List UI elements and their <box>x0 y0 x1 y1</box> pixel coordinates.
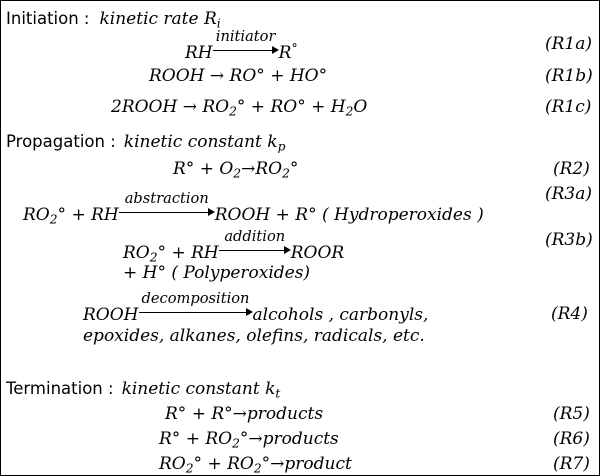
r2-sub-a: 2 <box>233 166 242 181</box>
r4-arrow-label: decomposition <box>141 289 250 307</box>
r2-part-c: ° <box>289 159 299 179</box>
r1a-rhs: R <box>278 43 292 63</box>
r7-sub-b: 2 <box>253 461 262 476</box>
propagation-rate-label <box>124 132 286 152</box>
tag-r7: (R7) <box>553 454 590 474</box>
termination-title: Termination : <box>6 379 114 398</box>
r1c-part-b: ° + RO° + H <box>236 97 346 117</box>
r3b-arrow <box>219 227 291 258</box>
r1a-arrow <box>213 27 279 58</box>
r3b-sub-a: 2 <box>149 250 158 265</box>
termination-rate-label <box>122 379 281 399</box>
r3b-part-a: RO <box>123 243 150 263</box>
r1a-arrow-label: initiator <box>215 27 276 45</box>
propagation-rate-text: kinetic constant k <box>123 132 278 152</box>
reaction-r1a <box>185 27 298 63</box>
r7-sub-a: 2 <box>185 461 194 476</box>
r4-arrow <box>139 289 253 320</box>
r6-part-b: °→products <box>239 429 339 449</box>
tag-r6: (R6) <box>553 429 590 449</box>
r1c-part-c: O <box>353 97 368 117</box>
reaction-r3a <box>23 189 484 227</box>
r7-part-c: °→product <box>261 454 352 474</box>
r3b-part-b: ° + RH <box>157 243 219 263</box>
reaction-r5: R° + R°→products <box>165 404 324 424</box>
termination-heading <box>6 379 281 401</box>
r7-part-a: RO <box>159 454 186 474</box>
tag-r1c: (R1c) <box>545 97 592 117</box>
tag-r1b: (R1b) <box>545 66 593 86</box>
r6-part-a: R° + RO <box>159 429 233 449</box>
r3a-sub-a: 2 <box>49 212 58 227</box>
r2-part-b: →RO <box>241 159 283 179</box>
r1c-sub-b: 2 <box>345 104 354 119</box>
termination-rate-sub: t <box>275 386 281 401</box>
r1c-part-a: 2ROOH → RO <box>111 97 230 117</box>
r2-part-a: R° + O <box>173 159 234 179</box>
reaction-r2 <box>173 159 299 181</box>
reaction-r6 <box>159 429 339 451</box>
tag-r3b: (R3b) <box>545 230 593 250</box>
r6-sub-a: 2 <box>232 436 240 451</box>
r1a-lhs: RH <box>185 43 213 63</box>
r2-sub-b: 2 <box>282 166 290 181</box>
termination-rate-text: kinetic constant k <box>121 379 276 399</box>
r3a-part-a: RO <box>23 205 50 225</box>
tag-r4: (R4) <box>551 304 588 324</box>
reaction-r1c <box>111 97 368 119</box>
reaction-r4-line2: epoxides, alkanes, olefins, radicals, etc. <box>83 326 425 346</box>
r4-lhs: ROOH <box>83 305 139 325</box>
tag-r3a: (R3a) <box>545 184 593 204</box>
initiation-heading <box>6 9 221 31</box>
r3b-arrow-label: addition <box>224 227 286 245</box>
r3a-arrow-label: abstraction <box>124 189 209 207</box>
r1a-rhs-sup: ° <box>291 41 298 56</box>
initiation-title: Initiation : <box>6 9 90 28</box>
reaction-r3b <box>123 227 345 265</box>
reaction-r3b-line2: + H° ( Polyperoxides) <box>123 263 311 283</box>
tag-r2: (R2) <box>553 159 590 179</box>
reaction-r1b: ROOH → RO° + HO° <box>149 66 328 86</box>
tag-r5: (R5) <box>553 404 590 424</box>
propagation-heading <box>6 132 286 154</box>
reaction-r4 <box>83 289 429 325</box>
initiation-rate-sub: i <box>216 16 221 31</box>
r4-rhs: alcohols , carbonyls, <box>252 305 429 325</box>
r3b-rhs: ROOR <box>290 243 345 263</box>
r3a-rhs: ROOH + R° ( Hydroperoxides ) <box>214 205 484 225</box>
initiation-rate-text: kinetic rate R <box>99 9 217 29</box>
propagation-title: Propagation : <box>6 132 116 151</box>
initiation-rate-label <box>99 9 220 29</box>
r3a-arrow <box>119 189 215 220</box>
r7-part-b: ° + RO <box>193 454 254 474</box>
propagation-rate-sub: p <box>277 139 286 154</box>
tag-r1a: (R1a) <box>545 34 593 54</box>
r1c-sub-a: 2 <box>229 104 237 119</box>
reaction-r7 <box>159 454 352 476</box>
r3a-part-b: ° + RH <box>57 205 119 225</box>
